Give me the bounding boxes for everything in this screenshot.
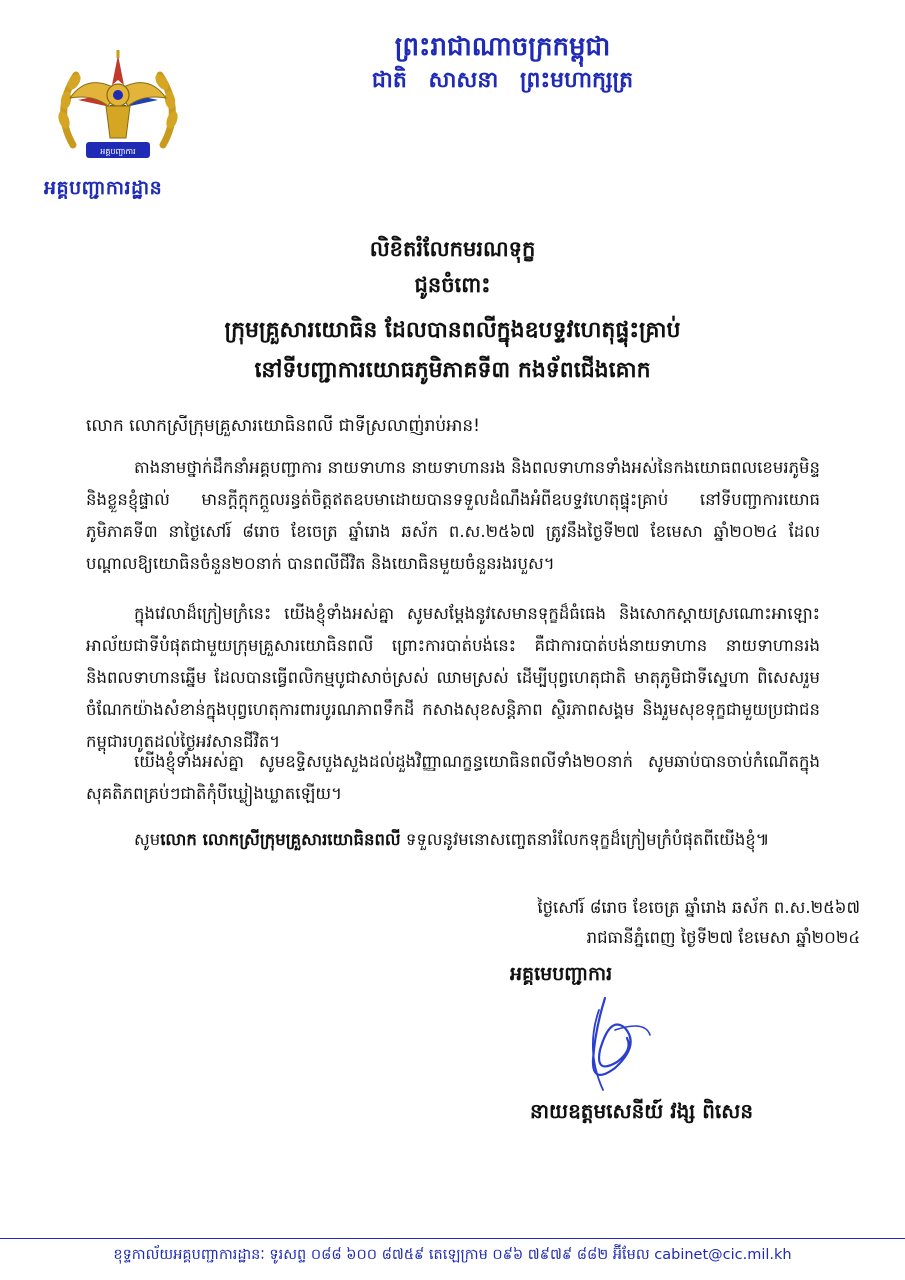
body-paragraph-3 bbox=[86, 746, 820, 810]
body-paragraph-1 bbox=[86, 452, 820, 580]
salutation: លោក លោកស្រីក្រុមគ្រួសារយោធិនពលី ជាទីស្រលាញ់រាប់អាន! bbox=[86, 416, 480, 436]
letter-addressee-line-2: នៅទីបញ្ជាការយោធភូមិភាគទី៣ កងទ័ពជើងគោក bbox=[254, 357, 651, 383]
date-lunar: ថ្ងៃសៅរ៍ ៨រោច ខែចេត្រ ឆ្នាំរោង ឆស័ក ព.ស.២៥៦៧ bbox=[537, 898, 860, 917]
footer-divider bbox=[0, 1238, 905, 1239]
paragraph-4-suffix: ទទួលនូវមនោសញ្ចេតនារំលែកទុក្ខដ៏ក្រៀមក្រំបំផុតពីយើងខ្ញុំ៕ bbox=[400, 830, 770, 849]
paragraph-3-text: យើងខ្ញុំទាំងអស់គ្នា សូមឧទ្ទិសបួងសួងដល់ដួងវិញ្ញាណក្ខន្ធយោធិនពលីទាំង២០នាក់ សូមឆាប់បានចាប់កំណើតក្នុងសុគតិភពគ្រប់ៗជាតិកុំបីឃ្លៀងឃ្លាតឡើយ។ bbox=[86, 752, 820, 803]
handwritten-signature-icon bbox=[555, 990, 675, 1100]
svg-text:អគ្គបញ្ជាការ: អគ្គបញ្ជាការ bbox=[100, 147, 136, 156]
body-paragraph-4 bbox=[86, 824, 820, 856]
paragraph-4-emphasis: លោក លោកស្រីក្រុមគ្រួសារយោធិនពលី bbox=[160, 830, 401, 849]
kingdom-heading: ព្រះរាជាណាចក្រកម្ពុជា bbox=[394, 32, 611, 62]
paragraph-1-text: តាងនាមថ្នាក់ដឹកនាំអគ្គបញ្ជាការ នាយទាហាន នាយទាហានរង និងពលទាហានទាំងអស់នៃកងយោធពលខេមរភូមិន្ទ និងខ្លួនខ្ញុំផ្ទាល់ មានក្តីក្តុកក្តួលរន្ធត់ចិត្តឥតឧបមាដោយបានទទួលដំណឹងអំពីឧបទ្ទវហេតុផ្ទុះគ្រាប់ នៅទីបញ្ជាការយោធភូមិភាគទី៣ នាថ្ងៃសៅរ៍ ៨រោច ខែចេត្រ ឆ្នាំរោង ឆស័ក ព.ស.២៥៦៧ ត្រូវនឹងថ្ងៃទី២៧ ខែមេសា ឆ្នាំ២០២៤ ដែលបណ្តាលឱ្យយោធិនចំនួន២០នាក់ បានពលីជីវិត និងយោធិនមួយចំនួនរងរបួស។ bbox=[86, 458, 820, 573]
national-motto: ជាតិ សាសនា ព្រះមហាក្សត្រ bbox=[371, 68, 634, 93]
signer-title: អគ្គមេបញ្ជាការ bbox=[510, 963, 613, 985]
footer-contact: ខុទ្ទកាល័យអគ្គបញ្ជាការដ្ឋានៈ ទូរសព្ទ ០៨៨ ៦០០ ៨៧៥៩ តេឡេក្រាម ០៩៦ ៧៩៧៩ ៨៨២ អ៊ីមែល cabinet@cic.mil.kh bbox=[113, 1247, 792, 1263]
letter-addressee-line-1: ក្រុមគ្រួសារយោធិន ដែលបានពលីក្នុងឧបទ្ទវហេតុផ្ទុះគ្រាប់ bbox=[224, 317, 681, 343]
letter-addressee-intro: ជូនចំពោះ bbox=[414, 272, 491, 297]
letter-title: លិខិតរំលែកមរណទុក្ខ bbox=[369, 236, 536, 261]
paragraph-2-text: ក្នុងវេលាដ៏ក្រៀមក្រំនេះ យើងខ្ញុំទាំងអស់គ្នា សូមសម្តែងនូវសេមានទុក្ខដ៏ធំធេង និងសោកស្តាយស្រណោះអាឡោះអាល័យជាទីបំផុតជាមួយក្រុមគ្រួសារយោធិនពលី ព្រោះការបាត់បង់នេះ គឺជាការបាត់បង់នាយទាហាន នាយទាហានរង និងពលទាហានឆ្នើម ដែលបានធ្វើពលិកម្មបូជាសាច់ស្រស់ ឈាមស្រស់ ដើម្បីបុព្វហេតុជាតិ មាតុភូមិជាទីស្នេហា ពិសេសរួមចំណែកយ៉ាងសំខាន់ក្នុងបុព្វហេតុការពារបូរណភាពទឹកដី កសាងសុខសន្តិភាព ស្ថិរភាពសង្គម និងរួមសុខទុក្ខជាមួយប្រជាជនកម្ពុជារហូតដល់ថ្ងៃអវសានជីវិត។ bbox=[86, 604, 820, 751]
signer-name: នាយឧត្តមសេនីយ៍ វង្ស ពិសេន bbox=[530, 1099, 754, 1123]
organization-name: អគ្គបញ្ជាការដ្ឋាន bbox=[44, 177, 163, 199]
paragraph-4-prefix: សូម bbox=[134, 830, 161, 849]
body-paragraph-2 bbox=[86, 598, 820, 758]
date-gregorian: រាជធានីភ្នំពេញ ថ្ងៃទី២៧ ខែមេសា ឆ្នាំ២០២៤ bbox=[586, 928, 860, 947]
